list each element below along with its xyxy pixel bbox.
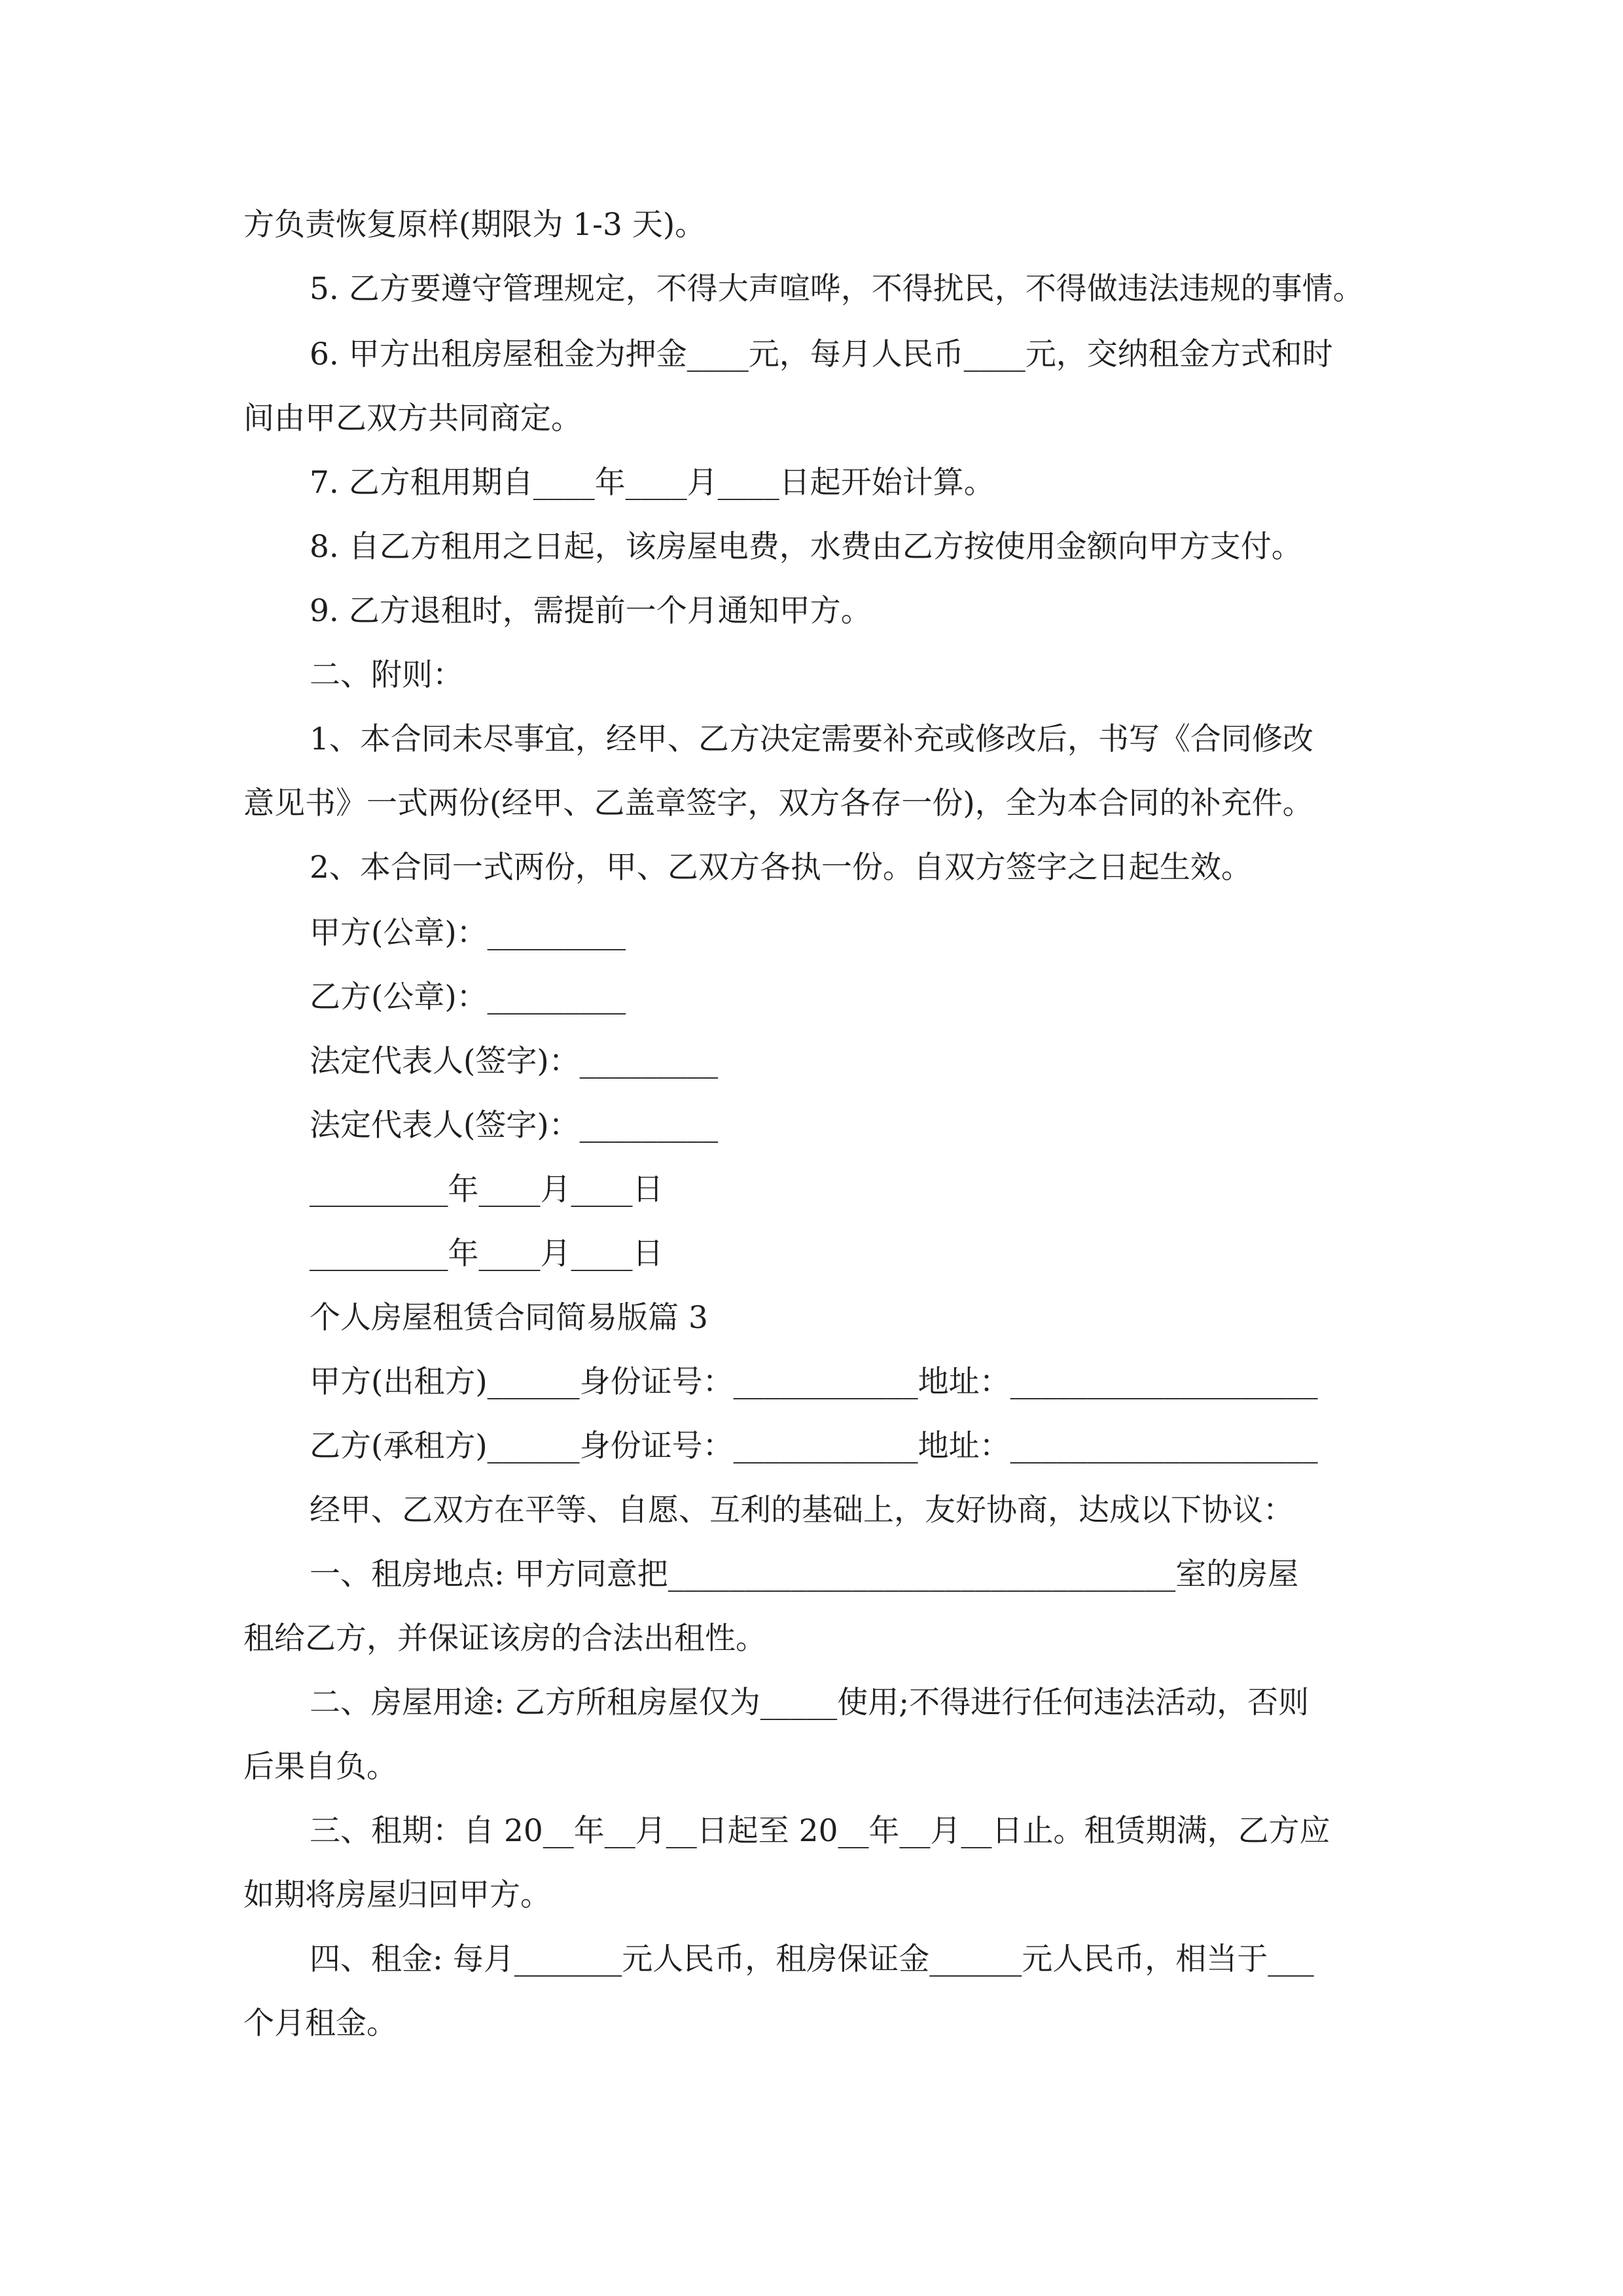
text-line-23: 租给乙方，并保证该房的合法出租性。 (243, 1621, 766, 1657)
text-line-11: 2、本合同一式两份，甲、乙双方各执一份。自双方签字之日起生效。 (310, 850, 1252, 886)
party-b-lessee-line: 乙方(承租方)______身份证号：____________地址：____________________ (310, 1428, 1318, 1464)
text-line-2: 5. 乙方要遵守管理规定，不得大声喧哗，不得扰民，不得做违法违规的事情。 (310, 271, 1364, 307)
signature-party-a-seal: 甲方(公章)：_________ (310, 915, 626, 951)
signature-date-1: _________年____月____日 (310, 1172, 664, 1208)
text-line-26: 三、租期：自 20__年__月__日起至 20__年__月__日止。租赁期满，乙方应 (310, 1813, 1330, 1849)
section-heading-appendix: 二、附则： (310, 657, 463, 693)
text-line-25: 后果自负。 (243, 1749, 397, 1785)
text-line-1: 方负责恢复原样(期限为 1-3 天)。 (243, 207, 706, 243)
text-line-24: 二、房屋用途: 乙方所租房屋仅为_____使用;不得进行任何违法活动，否则 (310, 1685, 1310, 1721)
contract-title-3: 个人房屋租赁合同简易版篇 3 (310, 1300, 708, 1336)
text-line-6: 8. 自乙方租用之日起，该房屋电费，水费由乙方按使用金额向甲方支付。 (310, 529, 1302, 565)
text-line-29: 个月租金。 (243, 2005, 397, 2041)
signature-legal-rep-1: 法定代表人(签字)：_________ (310, 1043, 719, 1079)
signature-date-2: _________年____月____日 (310, 1236, 664, 1272)
text-line-22: 一、租房地点: 甲方同意把_________________________________室的房屋 (310, 1556, 1299, 1592)
text-line-5: 7. 乙方租用期自____年____月____日起开始计算。 (310, 465, 995, 501)
text-line-27: 如期将房屋归回甲方。 (243, 1877, 551, 1913)
text-line-10: 意见书》一式两份(经甲、乙盖章签字，双方各存一份)，全为本合同的补充件。 (243, 785, 1313, 821)
text-line-21: 经甲、乙双方在平等、自愿、互利的基础上，友好协商，达成以下协议： (310, 1492, 1294, 1528)
text-line-28: 四、租金: 每月_______元人民币，租房保证金______元人民币，相当于___ (310, 1941, 1314, 1977)
text-line-9: 1、本合同未尽事宜，经甲、乙方决定需要补充或修改后，书写《合同修改 (310, 721, 1313, 757)
signature-party-b-seal: 乙方(公章)：_________ (310, 979, 626, 1015)
text-line-7: 9. 乙方退租时，需提前一个月通知甲方。 (310, 593, 872, 629)
signature-legal-rep-2: 法定代表人(签字)：_________ (310, 1107, 719, 1143)
text-line-4: 间由甲乙双方共同商定。 (243, 401, 582, 437)
party-a-lessor-line: 甲方(出租方)______身份证号：____________地址：____________________ (310, 1364, 1318, 1400)
text-line-3: 6. 甲方出租房屋租金为押金____元，每月人民币____元，交纳租金方式和时 (310, 336, 1333, 372)
